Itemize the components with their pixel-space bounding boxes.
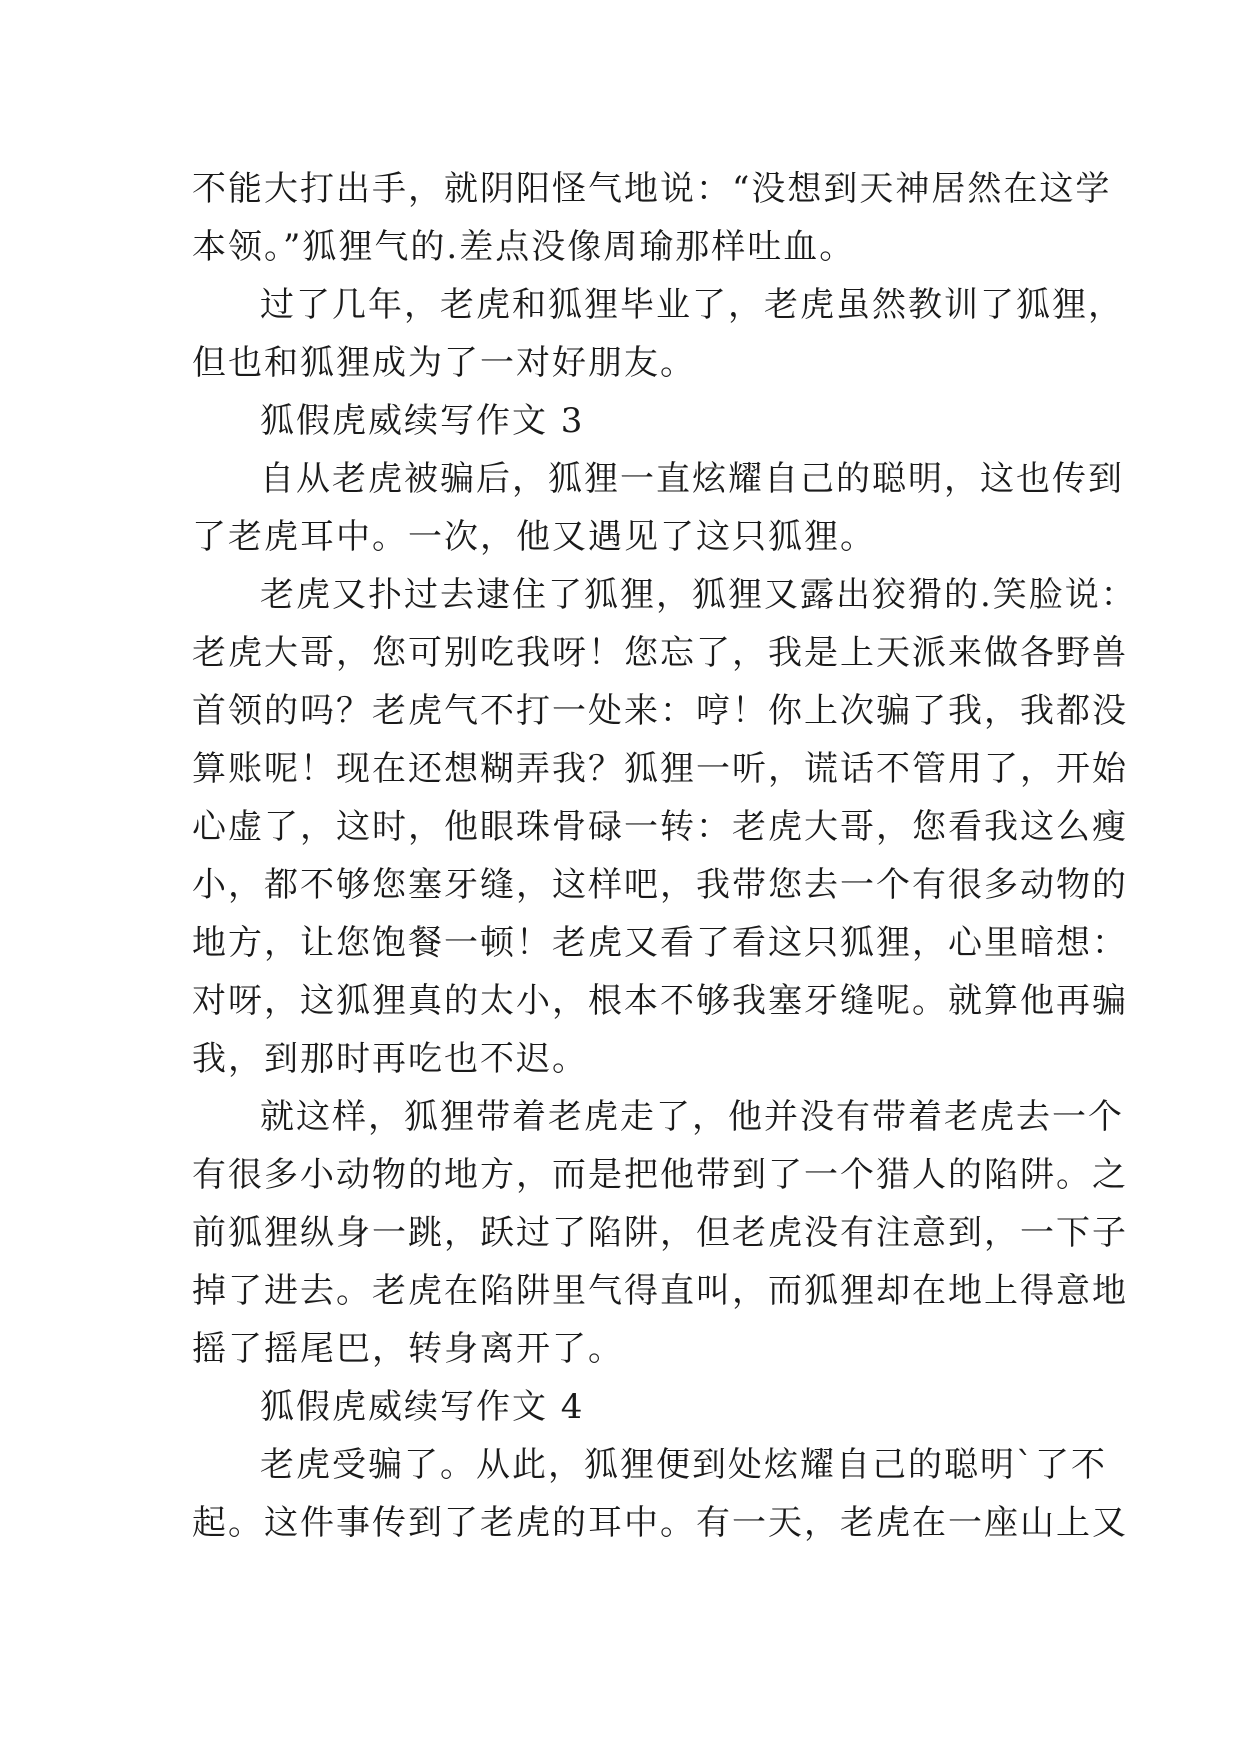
text-line: 心虚了，这时，他眼珠骨碌一转：老虎大哥，您看我这么瘦	[192, 807, 1128, 847]
text-line: 老虎大哥，您可别吃我呀！您忘了，我是上天派来做各野兽	[192, 633, 1128, 673]
text-line: 掉了进去。老虎在陷阱里气得直叫，而狐狸却在地上得意地	[192, 1271, 1128, 1311]
text-line: 小，都不够您塞牙缝，这样吧，我带您去一个有很多动物的	[192, 865, 1128, 905]
text-line: 老虎受骗了。从此，狐狸便到处炫耀自己的聪明`了不	[260, 1445, 1107, 1485]
text-line: 狐假虎威续写作文 3	[260, 401, 585, 441]
text-line: 首领的吗？老虎气不打一处来：哼！你上次骗了我，我都没	[192, 691, 1128, 731]
text-line: 摇了摇尾巴，转身离开了。	[192, 1329, 624, 1369]
text-line: 但也和狐狸成为了一对好朋友。	[192, 343, 696, 383]
text-line: 狐假虎威续写作文 4	[260, 1387, 585, 1427]
text-line: 了老虎耳中。一次，他又遇见了这只狐狸。	[192, 517, 876, 557]
text-line: 就这样，狐狸带着老虎走了，他并没有带着老虎去一个	[260, 1097, 1124, 1137]
text-line: 自从老虎被骗后，狐狸一直炫耀自己的聪明，这也传到	[260, 459, 1124, 499]
text-line: 地方，让您饱餐一顿！老虎又看了看这只狐狸，心里暗想：	[192, 923, 1128, 963]
text-line: 本领。”狐狸气的.差点没像周瑜那样吐血。	[192, 227, 856, 267]
text-line: 前狐狸纵身一跳，跃过了陷阱，但老虎没有注意到，一下子	[192, 1213, 1128, 1253]
text-line: 算账呢！现在还想糊弄我？狐狸一听，谎话不管用了，开始	[192, 749, 1128, 789]
text-line: 起。这件事传到了老虎的耳中。有一天，老虎在一座山上又	[192, 1503, 1128, 1543]
text-line: 老虎又扑过去逮住了狐狸，狐狸又露出狡猾的.笑脸说：	[260, 575, 1137, 615]
text-line: 不能大打出手，就阴阳怪气地说：“没想到天神居然在这学	[192, 169, 1112, 209]
text-line: 过了几年，老虎和狐狸毕业了，老虎虽然教训了狐狸，	[260, 285, 1124, 325]
text-line: 对呀，这狐狸真的太小，根本不够我塞牙缝呢。就算他再骗	[192, 981, 1128, 1021]
text-line: 我，到那时再吃也不迟。	[192, 1039, 588, 1079]
text-line: 有很多小动物的地方，而是把他带到了一个猎人的陷阱。之	[192, 1155, 1128, 1195]
document-body	[192, 160, 1137, 1552]
